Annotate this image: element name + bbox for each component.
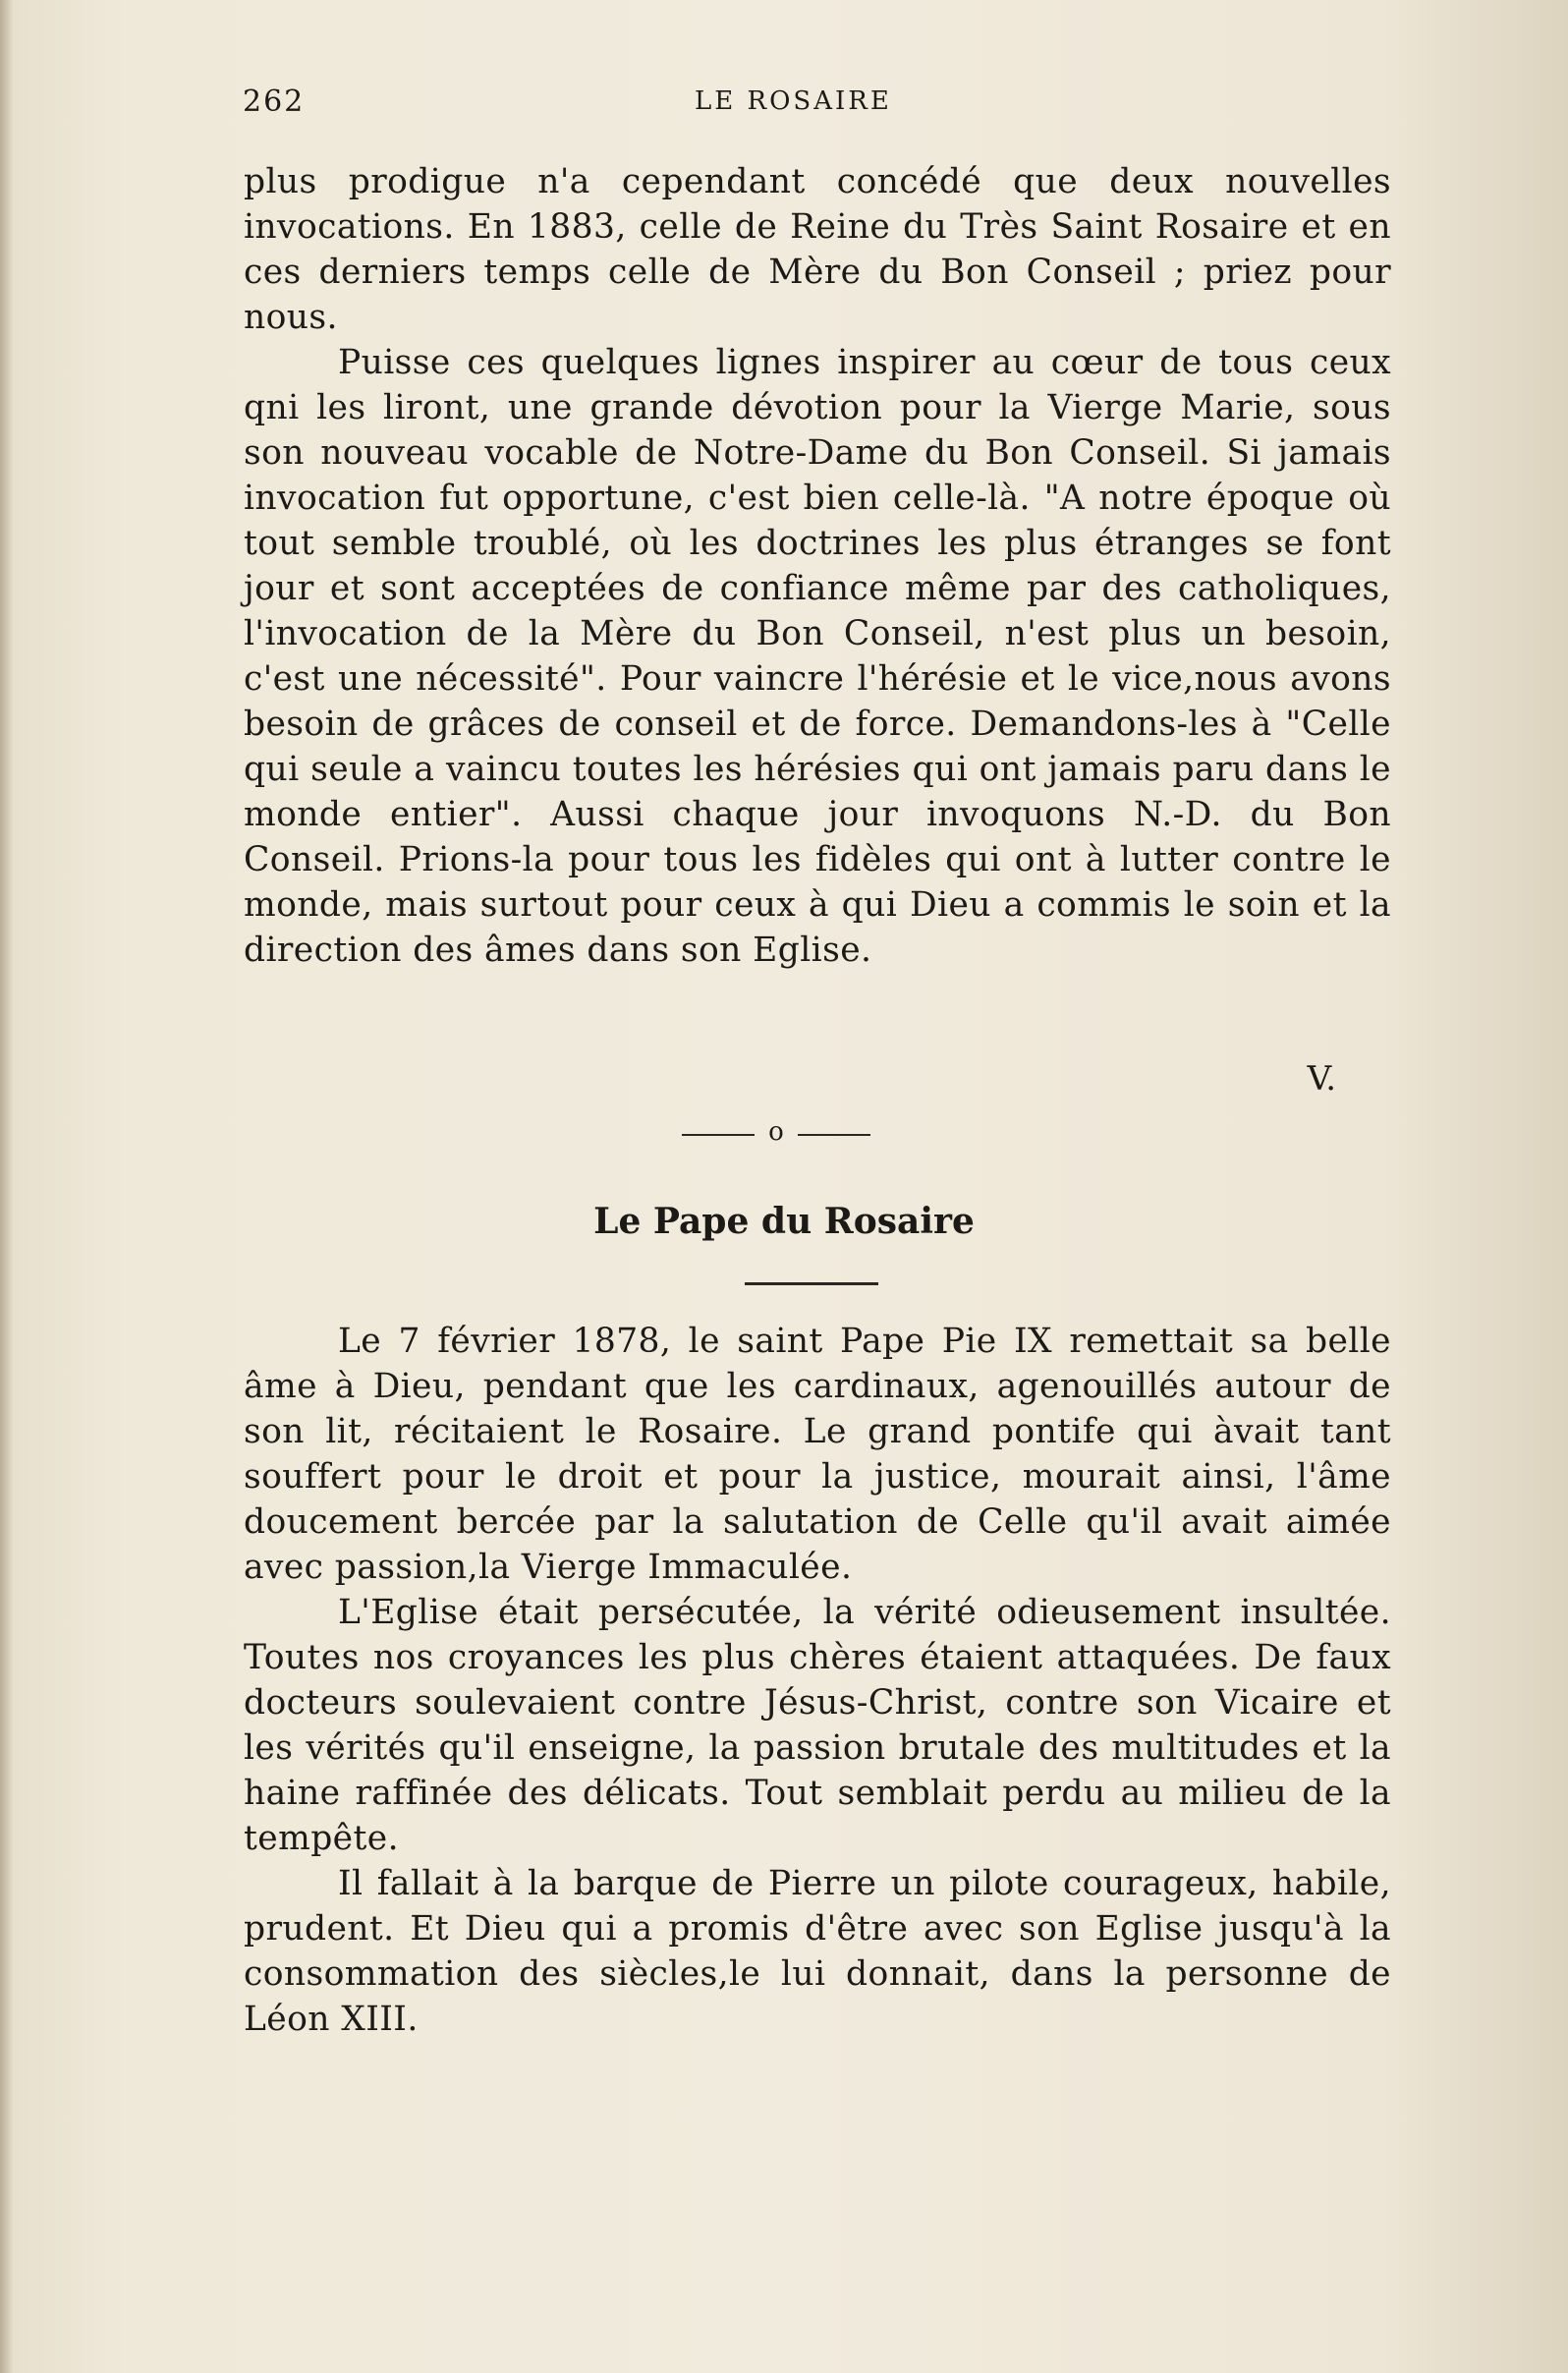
section-2-text xyxy=(244,1319,1391,2042)
section-title: Le Pape du Rosaire xyxy=(593,1201,975,1242)
title-underline-rule xyxy=(745,1282,878,1285)
section-separator xyxy=(678,1117,874,1157)
page-number: 262 xyxy=(243,85,306,119)
paragraph: L'Eglise était persécutée, la vérité odieusement insultée. Toutes nos croyances les plus chères étaient attaquées. De faux docteurs soulevaient contre Jésus-Christ, contre son Vicaire et les vérités qu'il enseigne, la passion brutale des multitudes et la haine raffinée des délicats. Tout semblait perdu au milieu de la tempête. xyxy=(244,1593,1391,1858)
page-spine-shadow xyxy=(0,0,14,2373)
paragraph: plus prodigue n'a cependant concédé que deux nouvelles invocations. En 1883, celle de Reine du Très Saint Rosaire et en ces derniers temps celle de Mère du Bon Conseil ; priez pour nous. xyxy=(244,162,1391,337)
running-title: LE ROSAIRE xyxy=(695,86,892,116)
section-1-text xyxy=(244,159,1391,973)
running-header xyxy=(243,85,1392,130)
paragraph: Puisse ces quelques lignes inspirer au cœur de tous ceux qni les liront, une grande dévotion pour la Vierge Marie, sous son nouveau vocable de Notre-Dame du Bon Conseil. Si jamais invocation fut opportune, c'est bien celle-là. "A notre époque où tout semble troublé, où les doctrines les plus étranges se font jour et sont acceptées de confiance même par des catholiques, l'invocation de la Mère du Bon Conseil, n'est plus un besoin, c'est une nécessité". Pour vaincre l'hérésie et le vice,nous avons besoin de grâces de conseil et de force. Demandons-les à "Celle qui seule a vaincu toutes les hérésies qui ont jamais paru dans le monde entier". Aussi chaque jour invoquons N.-D. du Bon Conseil. Prions-la pour tous les fidèles qui ont à lutter contre le monde, mais surtout pour ceux à qui Dieu a commis le soin et la direction des âmes dans son Eglise. xyxy=(244,343,1391,970)
paragraph: Il fallait à la barque de Pierre un pilote courageux, habile, prudent. Et Dieu qui a promis d'être avec son Eglise jusqu'à la consommation des siècles,le lui donnait, dans la personne de Léon XIII. xyxy=(244,1864,1391,2039)
separator-line-right xyxy=(798,1134,870,1136)
separator-mark: o xyxy=(768,1117,784,1147)
author-signature: V. xyxy=(1307,1059,1336,1099)
paragraph: Le 7 février 1878, le saint Pape Pie IX remettait sa belle âme à Dieu, pendant que les cardinaux, agenouillés autour de son lit, récitaient le Rosaire. Le grand pontife qui àvait tant souffert pour le droit et pour la justice, mourait ainsi, l'âme doucement bercée par la salutation de Celle qu'il avait aimée avec passion,la Vierge Immaculée. xyxy=(244,1322,1391,1587)
